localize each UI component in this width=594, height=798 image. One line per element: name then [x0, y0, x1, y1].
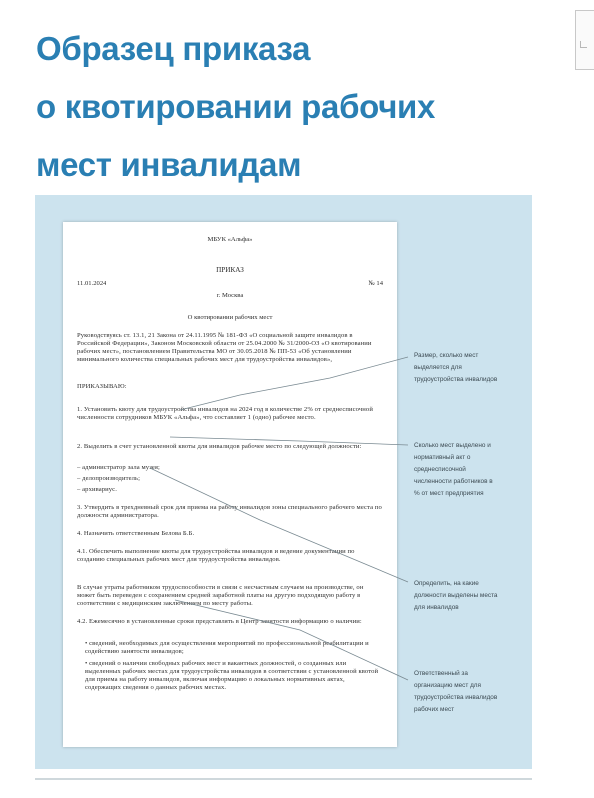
doc-org-name: МБУК «Альфа» [207, 236, 253, 243]
doc-city: г. Москва [216, 292, 244, 299]
doc-heading: ПРИКАЗ [216, 266, 244, 274]
doc-date: 11.01.2024 [77, 280, 107, 287]
doc-item-2-line-1: – администратор зала музея; [77, 464, 160, 471]
doc-bullet-2: • сведений о наличии свободных рабочих мест и вакантных должностей, о созданных или выделенных рабочих местах для трудоустройства инвалидов в соответствии с установленной квотой для приема на работу инвалидов, включая информацию о локальных нормативных актах, содержащих сведения о данных рабочих местах. [85, 660, 379, 691]
bottom-divider [35, 778, 532, 780]
doc-item-2-line-3: – архивариус. [77, 486, 117, 493]
doc-item-3: 3. Утвердить в трехдневный срок для приема на работу инвалидов зоны специального рабочего места по должности администратора. [77, 504, 382, 519]
callout-note-4: Ответственный за организацию мест для трудоустройства инвалидов рабочих мест [414, 670, 498, 713]
doc-item-2-line-2: – делопроизводитель; [77, 475, 141, 482]
doc-number: № 14 [368, 280, 383, 287]
doc-item-4-2: 4.2. Ежемесячно в установленные сроки представлять в Центр занятости информацию о наличии: [77, 618, 362, 625]
callout-note-2: Сколько мест выделено и нормативный акт о среднесписочной численности работников в % от мест предприятия [414, 442, 493, 497]
doc-order-word: ПРИКАЗЫВАЮ: [77, 383, 127, 390]
callout-note-1: Размер, сколько мест выделяется для трудоустройства инвалидов [414, 352, 498, 383]
title-line-2: о квотировании рабочих [36, 88, 436, 125]
page-title [36, 20, 556, 194]
order-document [63, 222, 397, 747]
doc-para-loss: В случае утраты работником трудоспособности в связи с несчастным случаем на производстве, он может быть переведен с сохранением средней заработной платы на другую подходящую работу в соответствии с медицинским заключением по месту работы. [77, 584, 364, 607]
doc-subject: О квотировании рабочих мест [187, 314, 273, 321]
doc-bullet-1: • сведений, необходимых для осуществления мероприятий по профессиональной реабилитации и содействию занятости инвалидов; [85, 640, 369, 655]
title-line-1: Образец приказа [36, 30, 311, 67]
doc-item-2: 2. Выделить в счет установленной квоты для инвалидов рабочее место по следующей должности: [77, 443, 362, 450]
doc-item-4-1: 4.1. Обеспечить выполнение квоты для трудоустройства инвалидов и ведение документации по созданию специальных рабочих мест для трудоустройства инвалидов. [77, 548, 355, 563]
doc-item-4: 4. Назначить ответственным Белова Б.Б. [77, 530, 195, 537]
callout-note-3: Определить, на какие должности выделены места для инвалидов [414, 580, 498, 611]
doc-preamble: Руководствуясь ст. 13.1, 21 Закона от 24.11.1995 № 181-ФЗ «О социальной защите инвалидов в Российской Федерации», Законом Московской области от 25.04.2000 № 31/2000-ОЗ «О квотировании рабочих мест», постановлением Правительства МО от 30.05.2018 № ПП-53 «Об установлении минимального количества специальных рабочих мест для трудоустройства инвалидов», [77, 332, 372, 363]
page-curl-icon [575, 10, 594, 70]
title-line-3: мест инвалидам [36, 146, 302, 183]
doc-item-1: 1. Установить квоту для трудоустройства инвалидов на 2024 год в количестве 2% от среднесписочной численности сотрудников МБУК «Альфа», что составляет 1 (одно) рабочее место. [77, 406, 373, 421]
